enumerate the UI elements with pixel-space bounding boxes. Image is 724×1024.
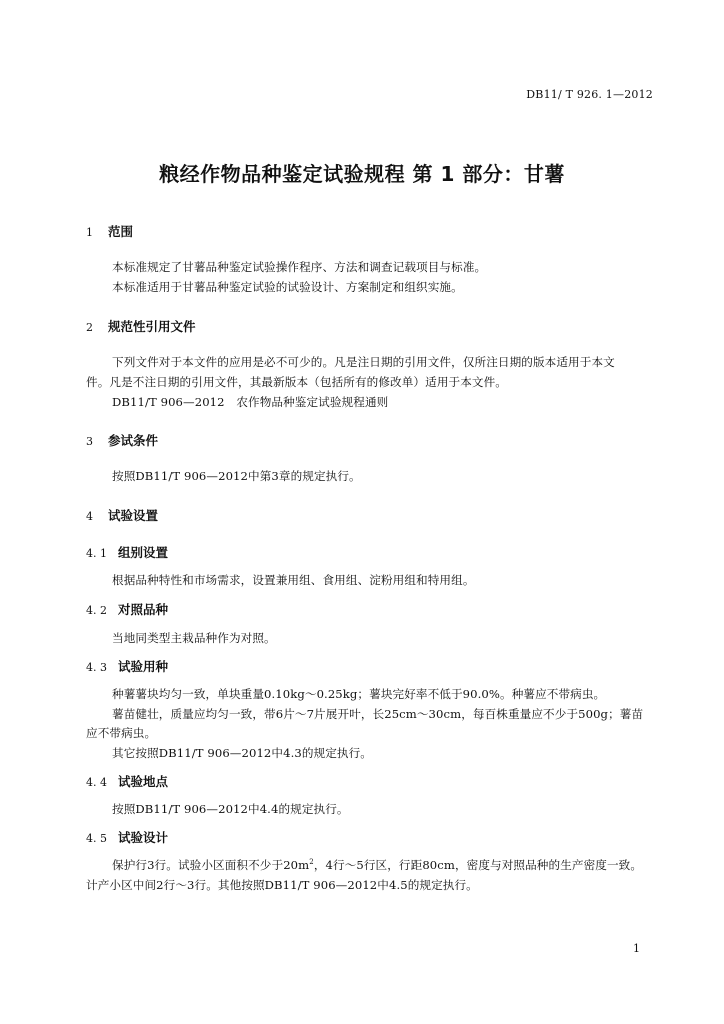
section-title: 组别设置 — [118, 545, 169, 560]
text-run: 保护行3行。试验小区面积不少于20m — [112, 858, 310, 872]
section-4-1-heading — [86, 543, 168, 561]
section-number: 4. 4 — [86, 776, 107, 789]
section-4-3-heading — [86, 657, 168, 675]
section-number: 4. 1 — [86, 547, 107, 560]
section-4-heading — [86, 506, 158, 524]
section-title: 试验用种 — [118, 659, 169, 674]
section-number: 1 — [86, 226, 93, 239]
paragraph: 按照DB11/T 906—2012中第3章的规定执行。 — [112, 469, 361, 483]
paragraph: 根据品种特性和市场需求，设置兼用组、食用组、淀粉用组和特用组。 — [112, 573, 475, 587]
section-4-4-heading — [86, 772, 168, 790]
section-number: 2 — [86, 321, 93, 334]
section-title: 试验设置 — [108, 508, 159, 523]
paragraph: 当地同类型主栽品种作为对照。 — [112, 631, 276, 645]
section-title: 范围 — [108, 224, 134, 239]
section-number: 4 — [86, 510, 93, 523]
section-title: 试验地点 — [118, 774, 169, 789]
section-3-heading — [86, 431, 158, 449]
document-title: 粮经作物品种鉴定试验规程 第 1 部分：甘薯 — [159, 162, 565, 186]
section-number: 4. 5 — [86, 832, 107, 845]
paragraph: 薯苗健壮，质量应均匀一致，带6片～7片展开叶，长25cm～30cm，每百株重量应不少于500g；薯苗 — [112, 707, 644, 721]
section-4-2-heading — [86, 600, 168, 618]
section-number: 4. 3 — [86, 661, 107, 674]
page-number: 1 — [633, 942, 640, 955]
normative-reference: DB11/T 906—2012 农作物品种鉴定试验规程通则 — [112, 395, 389, 409]
paragraph: 其它按照DB11/T 906—2012中4.3的规定执行。 — [112, 746, 372, 760]
text-run: ，4行～5行区，行距80cm，密度与对照品种的生产密度一致。 — [313, 858, 643, 872]
section-title: 对照品种 — [118, 602, 169, 617]
section-4-5-heading — [86, 828, 168, 846]
section-1-heading — [86, 222, 133, 240]
standard-number: DB11/ T 926. 1—2012 — [526, 88, 653, 101]
paragraph-continued: 应不带病虫。 — [86, 726, 157, 740]
section-number: 3 — [86, 435, 93, 448]
paragraph: 本标准适用于甘薯品种鉴定试验的试验设计、方案制定和组织实施。 — [112, 280, 463, 294]
section-2-heading — [86, 317, 196, 335]
superscript: 2 — [309, 858, 314, 867]
paragraph: 种薯薯块均匀一致，单块重量0.10kg～0.25kg；薯块完好率不低于90.0%。种薯应不带病虫。 — [112, 687, 606, 701]
paragraph-continued: 件。凡是不注日期的引用文件，其最新版本（包括所有的修改单）适用于本文件。 — [86, 375, 507, 389]
section-title: 试验设计 — [118, 830, 169, 845]
section-number: 4. 2 — [86, 604, 107, 617]
section-title: 参试条件 — [108, 433, 159, 448]
paragraph-continued: 计产小区中间2行～3行。其他按照DB11/T 906—2012中4.5的规定执行。 — [86, 878, 478, 892]
paragraph: 本标准规定了甘薯品种鉴定试验操作程序、方法和调查记载项目与标准。 — [112, 260, 487, 274]
paragraph — [112, 857, 642, 873]
paragraph: 按照DB11/T 906—2012中4.4的规定执行。 — [112, 802, 349, 816]
paragraph: 下列文件对于本文件的应用是必不可少的。凡是注日期的引用文件，仅所注日期的版本适用于本文 — [112, 355, 615, 369]
section-title: 规范性引用文件 — [108, 319, 196, 334]
